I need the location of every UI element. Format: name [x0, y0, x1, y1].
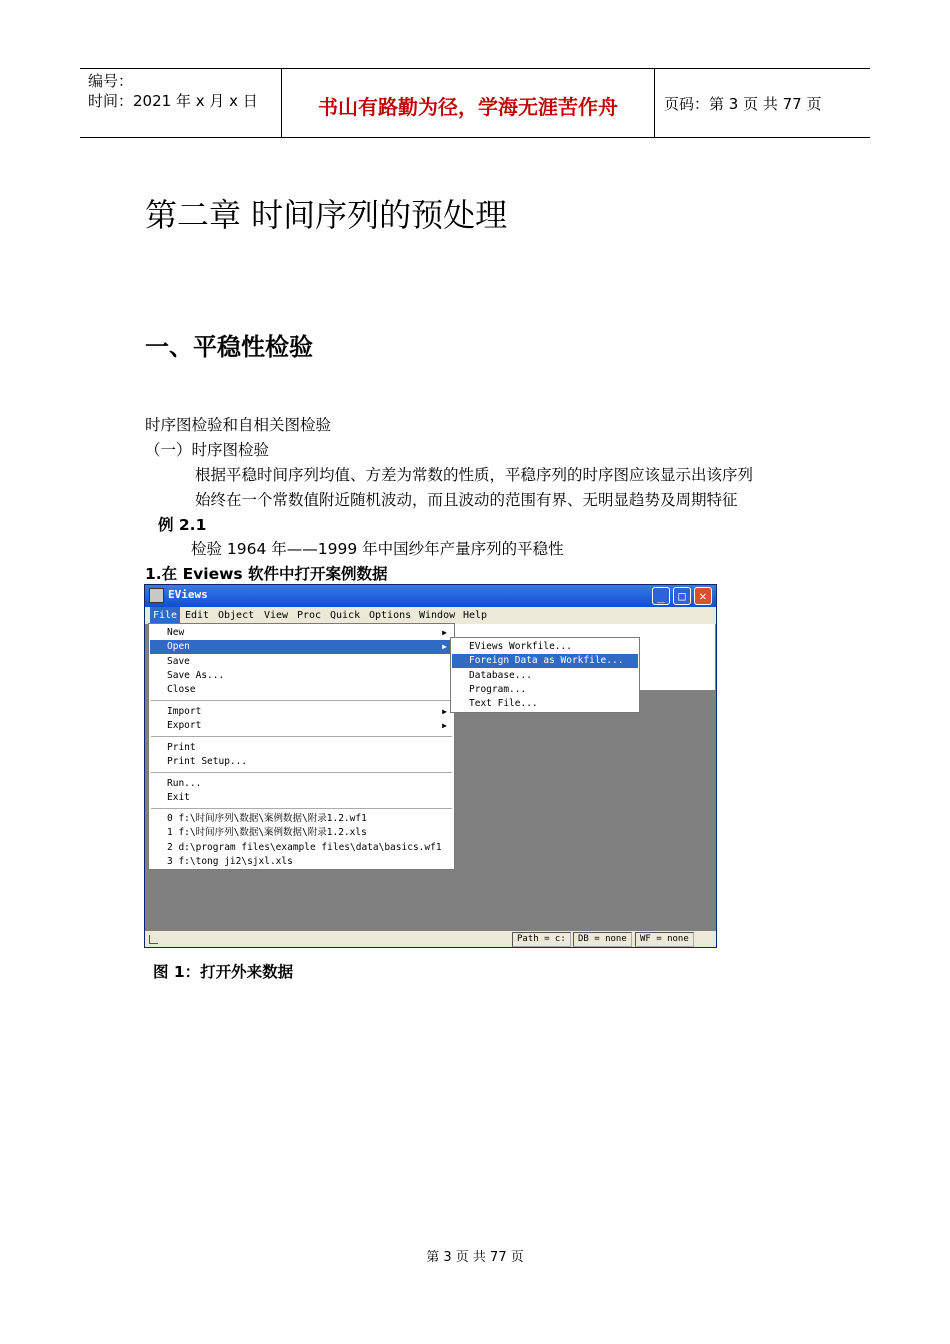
- menu-window[interactable]: Window: [419, 610, 456, 621]
- menu-item-open[interactable]: [150, 640, 453, 654]
- menu-separator: [151, 736, 452, 737]
- submenu-item-eviews-workfile[interactable]: EViews Workfile...: [469, 641, 572, 652]
- menu-item-print-setup[interactable]: Print Setup...: [167, 756, 248, 767]
- menu-help[interactable]: Help: [463, 610, 488, 621]
- submenu-arrow-icon: ▶: [442, 628, 447, 637]
- eviews-window: [144, 584, 717, 948]
- header-motto: 书山有路勤为径，学海无涯苦作舟: [318, 95, 618, 119]
- status-db: DB = none: [573, 932, 632, 947]
- recent-file-item[interactable]: 2 d:\program files\example files\data\basics.wf1: [167, 842, 442, 853]
- submenu-arrow-icon: ▶: [442, 721, 447, 730]
- submenu-item-database[interactable]: Database...: [469, 670, 532, 681]
- resize-grip-icon[interactable]: [149, 935, 158, 944]
- page-footer: 第 3 页 共 77 页: [426, 1250, 524, 1265]
- menu-item-save-as[interactable]: Save As...: [167, 670, 225, 681]
- header-page-label: 页码：第 3 页 共 77 页: [664, 95, 822, 113]
- body-line: （一）时序图检验: [145, 441, 270, 459]
- submenu-item-foreign-data[interactable]: Foreign Data as Workfile...: [452, 654, 638, 668]
- status-bar: [145, 931, 716, 947]
- chapter-title: 第二章 时间序列的预处理: [145, 196, 508, 234]
- status-path: Path = c:: [512, 932, 571, 947]
- open-submenu: [450, 637, 640, 713]
- menu-item-label: Export: [167, 720, 202, 731]
- menu-proc[interactable]: Proc: [297, 610, 322, 621]
- body-line: 始终在一个常数值附近随机波动，而且波动的范围有界、无明显趋势及周期特征: [195, 491, 738, 509]
- menu-item-label: New: [167, 627, 185, 638]
- menu-item-label: Import: [167, 706, 202, 717]
- menu-file[interactable]: File: [150, 607, 180, 624]
- menu-separator: [151, 700, 452, 701]
- minimize-button[interactable]: _: [652, 587, 670, 605]
- submenu-item-program[interactable]: Program...: [469, 684, 527, 695]
- close-button[interactable]: ✕: [694, 587, 712, 605]
- menu-separator: [151, 772, 452, 773]
- file-menu: [148, 623, 455, 870]
- status-wf: WF = none: [635, 932, 694, 947]
- maximize-button[interactable]: □: [673, 587, 691, 605]
- body-line: 检验 1964 年——1999 年中国纱年产量序列的平稳性: [191, 540, 564, 558]
- menu-item-new[interactable]: [150, 626, 453, 640]
- header-divider: [654, 69, 655, 137]
- number-label: 编号：: [88, 72, 134, 90]
- recent-file-item[interactable]: 1 f:\时间序列\数据\案例数据\附录1.2.xls: [167, 827, 367, 838]
- menu-item-label: Open: [167, 641, 190, 652]
- menu-quick[interactable]: Quick: [330, 610, 361, 621]
- example-label: 例 2.1: [158, 516, 207, 534]
- eviews-app-icon: [149, 588, 164, 603]
- recent-file-item[interactable]: 0 f:\时间序列\数据\案例数据\附录1.2.wf1: [167, 813, 367, 824]
- section-title: 一、平稳性检验: [145, 333, 313, 361]
- body-line: 根据平稳时间序列均值、方差为常数的性质，平稳序列的时序图应该显示出该序列: [195, 466, 754, 484]
- step-heading: 1.在 Eviews 软件中打开案例数据: [145, 565, 388, 583]
- menu-edit[interactable]: Edit: [185, 610, 210, 621]
- menu-item-export[interactable]: [150, 719, 453, 733]
- menu-item-run[interactable]: Run...: [167, 778, 202, 789]
- menu-item-print[interactable]: Print: [167, 742, 196, 753]
- menu-item-exit[interactable]: Exit: [167, 792, 190, 803]
- window-title: EViews: [168, 588, 208, 601]
- menu-item-save[interactable]: Save: [167, 656, 190, 667]
- page-header: [80, 68, 870, 138]
- menu-view[interactable]: View: [264, 610, 289, 621]
- submenu-arrow-icon: ▶: [442, 707, 447, 716]
- menu-item-import[interactable]: [150, 705, 453, 719]
- menu-options[interactable]: Options: [369, 610, 412, 621]
- menu-item-close[interactable]: Close: [167, 684, 196, 695]
- menu-separator: [151, 808, 452, 809]
- menu-object[interactable]: Object: [218, 610, 255, 621]
- submenu-item-text-file[interactable]: Text File...: [469, 698, 538, 709]
- header-meta: [88, 71, 258, 111]
- body-line: 时序图检验和自相关图检验: [145, 416, 332, 434]
- menu-bar: [145, 607, 716, 624]
- recent-file-item[interactable]: 3 f:\tong ji2\sjxl.xls: [167, 856, 293, 867]
- time-label: 时间：2021 年 x 月 x 日: [88, 92, 258, 110]
- submenu-arrow-icon: ▶: [442, 642, 447, 651]
- title-bar[interactable]: [145, 585, 716, 607]
- figure-caption: 图 1：打开外来数据: [153, 963, 294, 981]
